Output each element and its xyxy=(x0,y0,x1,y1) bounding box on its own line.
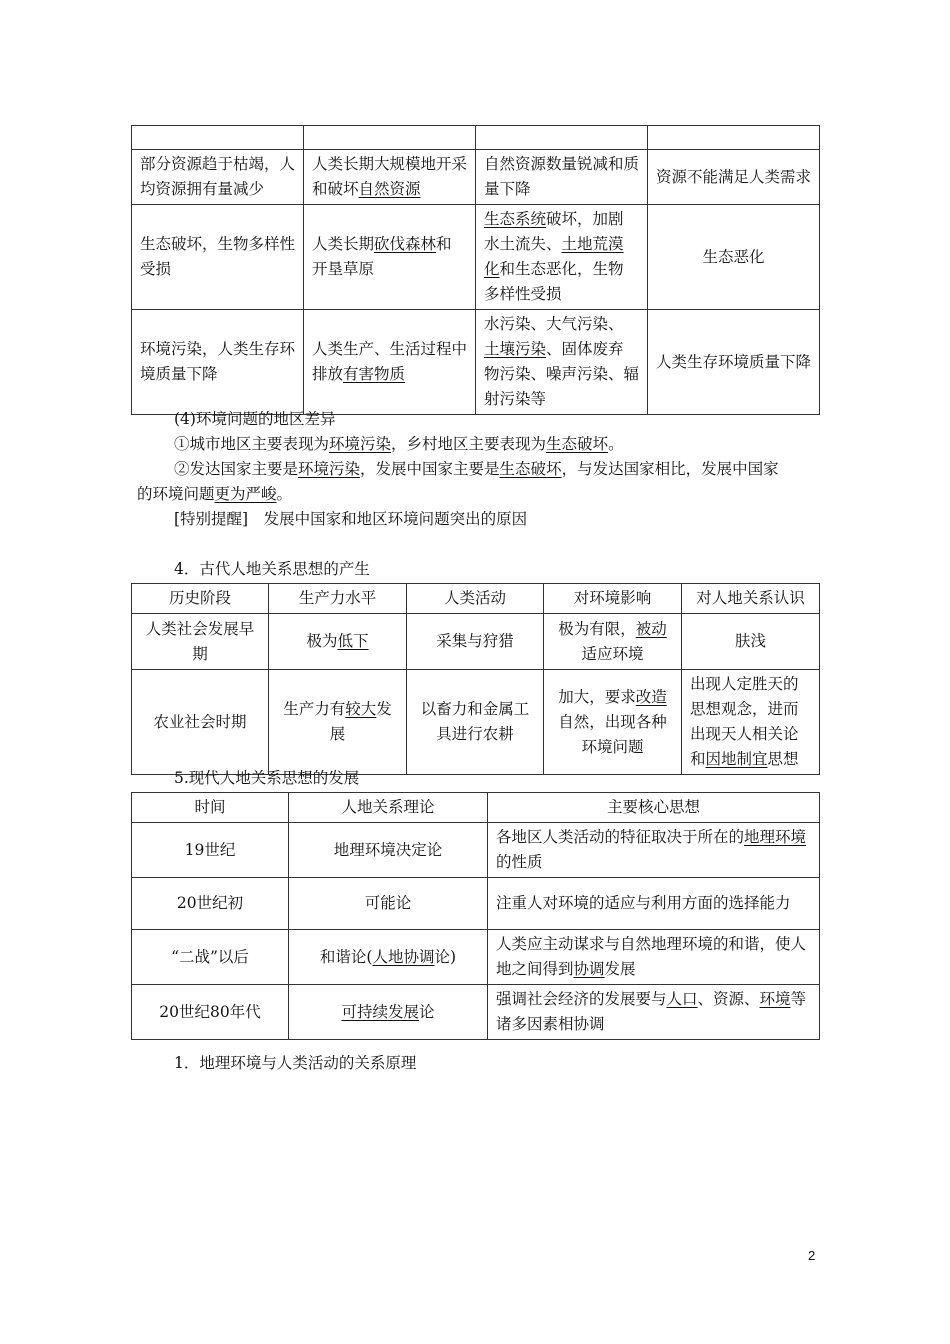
underlined-answer: 协调 xyxy=(573,960,605,978)
text: 出现人定胜天的思想观念，进而出现天人相关论和 xyxy=(690,675,799,768)
table-row xyxy=(132,930,820,985)
cell-text: 人类长期大规模地开采和破坏 xyxy=(312,155,468,198)
underlined-answer: 被动 xyxy=(635,619,667,638)
text: ②发达国家主要是 xyxy=(174,460,299,478)
table-cell xyxy=(544,614,682,670)
text: 和谐论( xyxy=(319,947,373,966)
table-row xyxy=(132,310,820,415)
table-cell xyxy=(648,126,820,150)
column-header: 对人地关系认识 xyxy=(682,584,820,614)
table-cell xyxy=(476,205,648,310)
cell-text: 生态恶化 xyxy=(702,247,765,266)
text: ①城市地区主要表现为 xyxy=(174,435,330,453)
table-cell xyxy=(648,205,820,310)
underlined-answer: 自然资源 xyxy=(358,180,421,198)
table-cell xyxy=(132,205,304,310)
table-cell xyxy=(289,930,488,985)
table-cell: 20世纪初 xyxy=(132,878,289,930)
underlined-answer: 更为严峻 xyxy=(214,485,277,503)
table-cell xyxy=(488,930,820,985)
text: 、资源、 xyxy=(697,990,760,1008)
underlined-answer: 可持续发展 xyxy=(341,1002,419,1021)
underlined-answer: 生态破坏 xyxy=(499,460,562,478)
table-cell xyxy=(304,126,476,150)
cell-text: 和开垦草原 xyxy=(312,235,452,278)
table-cell xyxy=(132,126,304,150)
text: 。 xyxy=(608,435,624,453)
text: 等诸多因素相协调 xyxy=(496,990,807,1033)
table-row xyxy=(132,150,820,205)
underlined-answer: 生态破坏 xyxy=(546,435,609,453)
table-cell xyxy=(476,126,648,150)
table-cell xyxy=(304,150,476,205)
table-cell xyxy=(269,614,407,670)
underlined-answer: 人地协调 xyxy=(372,947,435,966)
table-header-row xyxy=(132,793,820,823)
text: 生产力有 xyxy=(283,700,346,718)
table-row xyxy=(132,614,820,670)
table-cell xyxy=(648,150,820,205)
underlined-answer: 有害物质 xyxy=(343,365,406,383)
cell-text: 人类长期 xyxy=(312,235,375,253)
table-cell xyxy=(544,670,682,775)
table-cell: 农业社会时期 xyxy=(132,670,269,775)
table-cell xyxy=(132,150,304,205)
underlined-answer: 较大 xyxy=(345,700,377,718)
underlined-answer: 环境污染 xyxy=(298,460,361,478)
underlined-answer: 环境 xyxy=(759,990,791,1008)
text: 地理环境决定论 xyxy=(333,840,443,859)
underlined-answer: 土壤污染 xyxy=(484,340,547,358)
special-reminder: [特别提醒] 发展中国家和地区环境问题突出的原因 xyxy=(174,510,528,528)
text: 极为 xyxy=(306,632,338,650)
cell-text: 破坏，加剧水土流失、 xyxy=(484,210,624,253)
environment-issues-table xyxy=(131,125,820,415)
table-cell xyxy=(648,310,820,415)
text: 。 xyxy=(276,485,293,503)
underlined-answer: 低下 xyxy=(337,632,369,650)
cell-text: 环境污染，人类生存环境质量下降 xyxy=(140,340,296,383)
underlined-answer: 因地制宜 xyxy=(705,750,768,768)
text: 的性质 xyxy=(496,853,543,871)
text: 适应环境 xyxy=(581,644,644,663)
table-row xyxy=(132,823,820,878)
table-cell: 人类社会发展早期 xyxy=(132,614,269,670)
text: 发展 xyxy=(604,960,636,978)
underlined-answer: 砍伐森林 xyxy=(374,235,437,253)
table-cell xyxy=(682,670,820,775)
cell-text: 部分资源趋于枯竭，人均资源拥有量减少 xyxy=(140,155,296,198)
underlined-answer: 土地荒漠化 xyxy=(484,235,624,278)
table-header-row xyxy=(132,584,820,614)
table-cell xyxy=(488,985,820,1040)
table-cell xyxy=(476,150,648,205)
table-cell: “二战”以后 xyxy=(132,930,289,985)
table-row xyxy=(132,670,820,775)
table-row xyxy=(132,126,820,150)
cell-text: 生态破坏，生物多样性受损 xyxy=(140,235,296,278)
text: ，发展中国家主要是 xyxy=(360,460,500,478)
underlined-answer: 地理环境 xyxy=(744,828,807,846)
table-cell xyxy=(476,310,648,415)
table-cell: 19世纪 xyxy=(132,823,289,878)
text: 的环境问题 xyxy=(137,485,215,503)
table-cell xyxy=(289,985,488,1040)
text: 注重人对环境的适应与利用方面的选择能力 xyxy=(496,894,791,912)
table-cell: 肤浅 xyxy=(682,614,820,670)
table-cell xyxy=(289,878,488,930)
text: 思想 xyxy=(767,750,799,768)
section-title: 1．地理环境与人类活动的关系原理 xyxy=(174,1054,417,1072)
underlined-answer: 人口 xyxy=(666,990,698,1008)
text: ，乡村地区主要表现为 xyxy=(391,435,547,453)
table-cell xyxy=(289,823,488,878)
cell-text: 资源不能满足人类需求 xyxy=(656,167,812,186)
cell-text: 、固体废弃物污染、噪声污染、辐射污染等 xyxy=(484,340,640,408)
cell-text: 水污染、大气污染、 xyxy=(484,315,624,333)
section-title: 5.现代人地关系思想的发展 xyxy=(174,769,360,787)
underlined-answer: 环境污染 xyxy=(329,435,392,453)
table-row xyxy=(132,985,820,1040)
table-cell xyxy=(304,205,476,310)
cell-text: 人类生存环境质量下降 xyxy=(656,352,812,371)
column-header: 人地关系理论 xyxy=(289,793,488,823)
table-cell xyxy=(269,670,407,775)
underlined-answer: 改造 xyxy=(635,687,667,706)
table-cell: 以畜力和金属工具进行农耕 xyxy=(407,670,544,775)
table-cell xyxy=(304,310,476,415)
text: 可能论 xyxy=(364,894,412,912)
column-header: 人类活动 xyxy=(407,584,544,614)
table-row xyxy=(132,878,820,930)
section-heading: (4)环境问题的地区差异 xyxy=(174,410,336,428)
text: 发展 xyxy=(329,700,392,743)
paragraph-line xyxy=(137,482,292,506)
column-header: 主要核心思想 xyxy=(488,793,820,823)
text: 人类应主动谋求与自然地理环境的和谐，使人地之间得到 xyxy=(496,935,807,978)
table-cell: 20世纪80年代 xyxy=(132,985,289,1040)
paragraph-line xyxy=(174,432,624,456)
column-header: 对环境影响 xyxy=(544,584,682,614)
page-number: 2 xyxy=(808,1248,816,1263)
text: 极为有限， xyxy=(558,619,636,638)
table-cell: 采集与狩猎 xyxy=(407,614,544,670)
cell-text: 自然资源数量锐减和质量下降 xyxy=(484,155,640,198)
cell-text: 人类生产、生活过程中排放 xyxy=(312,340,468,383)
column-header: 生产力水平 xyxy=(269,584,407,614)
modern-thought-table xyxy=(131,792,820,1040)
table-cell xyxy=(132,310,304,415)
table-cell xyxy=(488,823,820,878)
table-row xyxy=(132,205,820,310)
text: ，与发达国家相比，发展中国家 xyxy=(561,460,779,478)
table-cell xyxy=(488,878,820,930)
text: 各地区人类活动的特征取决于所在的 xyxy=(496,828,745,846)
paragraph-line xyxy=(174,457,779,481)
column-header: 历史阶段 xyxy=(132,584,269,614)
text: 加大，要求 xyxy=(558,687,636,706)
cell-text: 和生态恶化，生物多样性受损 xyxy=(484,260,624,303)
text: 自然，出现各种环境问题 xyxy=(558,712,667,756)
text: 论) xyxy=(434,947,457,966)
text: 论 xyxy=(419,1002,435,1021)
section-title: 4．古代人地关系思想的产生 xyxy=(174,560,370,578)
text: 强调社会经济的发展要与 xyxy=(496,990,667,1008)
underlined-answer: 生态系统 xyxy=(484,210,547,228)
column-header: 时间 xyxy=(132,793,289,823)
ancient-thought-table xyxy=(131,583,820,775)
